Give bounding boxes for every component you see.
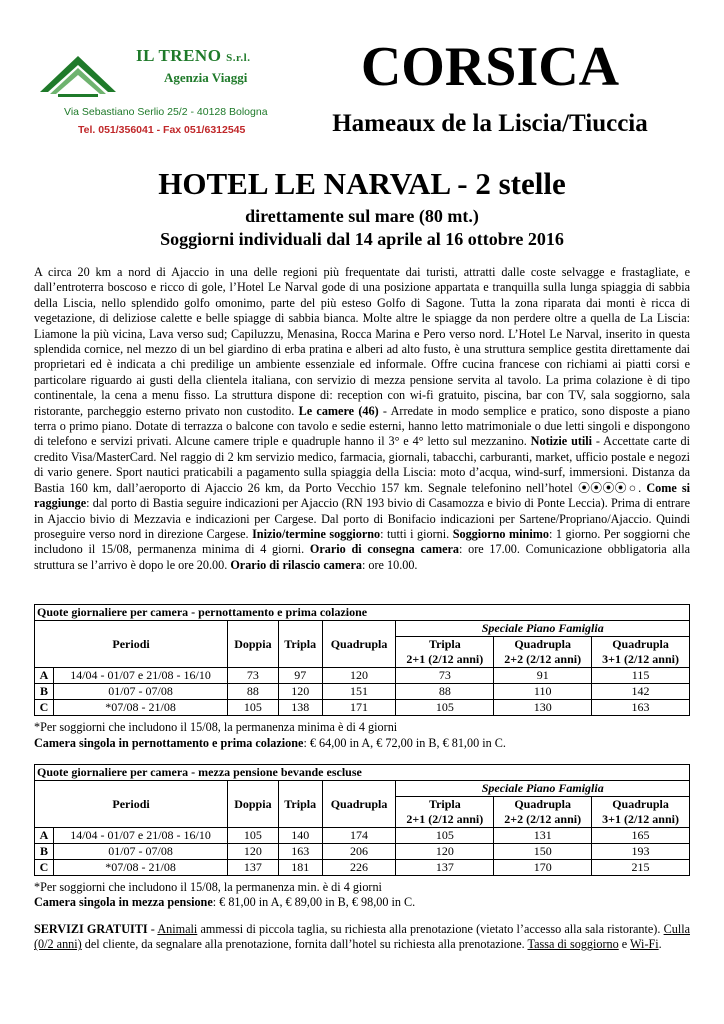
header-family-1: Tripla 2+1 (2/12 anni) xyxy=(396,797,494,828)
table-caption: Quote giornaliere per camera - mezza pensione bevande escluse xyxy=(35,765,690,781)
table1-note: *Per soggiorni che includono il 15/08, la permanenza minima è di 4 giorni xyxy=(34,720,398,734)
table-row: C *07/08 - 21/08 137 181 226 137 170 215 xyxy=(35,860,690,876)
minimo-label: Soggiorno minimo xyxy=(452,526,549,541)
header-doppia: Doppia xyxy=(228,781,279,828)
come-label: Come si raggiunge xyxy=(34,480,691,511)
header-speciale: Speciale Piano Famiglia xyxy=(396,621,690,637)
notizie-label: Notizie utili xyxy=(530,434,593,449)
header-periodi: Periodi xyxy=(35,781,228,828)
agency-address: Via Sebastiano Serlio 25/2 - 40128 Bologna xyxy=(64,106,268,118)
animali-link: Animali xyxy=(157,922,198,936)
header-doppia: Doppia xyxy=(228,621,279,668)
price-table-hb xyxy=(34,764,690,876)
description-intro: A circa 20 km a nord di Ajaccio in una delle regioni più frequentate dai turisti, attratti dalle coste selvagge e frastagliate, e dall’entroterra boscoso e ricco di gole, l’Hotel Le Narval gode di una posizione appartata e tranquilla sulla lunga spiaggia di sabbia della Liscia, nello splendido golfo omonimo, parte del più esteso Golfo di Sagone. Tutta la zona riparata dai monti è ricca di vegetazione, di deliziose calette e belle spiagge di sabbia bianca. Molte altre le spiagge da non perdere oltre a quella de La Liscia: Liamone la più vicina, Lava verso sud; Capiluzzu, Menasina, Rocca Marina e Pero verso nord. L’Hotel Le Narval, inserito in questa splendida cornice, nel mezzo di un bel giardino di erba pratina e alberi ad alto fusto, è una struttura semplice gestita direttamente dai proprietari ed è indicata a chi predilige un ambiente essenziale ed informale. Offre cucina francese con richiami ai piatti corsi e particolare riguardo ai gusti della clientela italiana, con servizio di mezza pensione servita al tavolo. La prima colazione è di tipo continentale, la cena a menu fisso. La struttura dispone di: reception con wi-fi gratuito, piscina, bar con TV, sala soggiorno, sala ristorante, parcheggio esterno privato non custodito. xyxy=(34,265,690,418)
camere-label: Le camere (46) xyxy=(298,403,379,418)
inizio-text: : tutti i giorni. xyxy=(380,526,450,541)
minimo-text: : 1 giorno. Per soggiorni che includono il 15/08, permanenza minima di 4 giorni. xyxy=(34,526,690,557)
header-quadrupla: Quadrupla xyxy=(322,781,396,828)
page-title: CORSICA xyxy=(360,36,620,98)
header-family-2: Quadrupla 2+2 (2/12 anni) xyxy=(494,797,592,828)
camere-text: - Arredate in modo semplice e pratico, sono disposte a piano terra o primo piano. Dotate di terrazza o balcone con tavolo e sedie esterni, hanno letto matrimoniale o due letti singoli e dispongono di telefono e servizi privati. Alcune camere triple e quadruple hanno il 3° e 4° letto sul mezzanino. xyxy=(34,403,690,449)
table-row: A 14/04 - 01/07 e 21/08 - 16/10 105 140 174 105 131 165 xyxy=(35,828,690,844)
page-subtitle: Hameaux de la Liscia/Tiuccia xyxy=(332,110,648,137)
header-tripla: Tripla xyxy=(278,781,322,828)
header-family-2: Quadrupla 2+2 (2/12 anni) xyxy=(494,637,592,668)
price-table-bb xyxy=(34,604,690,716)
inizio-label: Inizio/termine soggiorno xyxy=(252,526,381,541)
header-tripla: Tripla xyxy=(278,621,322,668)
table2-singola: Camera singola in mezza pensione: € 81,00 in A, € 89,00 in B, € 98,00 in C. xyxy=(34,895,416,909)
consegna-label: Orario di consegna camera xyxy=(309,542,460,557)
hotel-period: Soggiorni individuali dal 14 aprile al 16 ottobre 2016 xyxy=(160,229,564,249)
notizie-text: - Accettate carte di credito Visa/MasterCard. Nel raggio di 2 km servizio medico, farmacia, giornali, tabacchi, carburanti, market, ufficio postale e negozi di vario genere. Sport nautici praticabili a pagamento sulla spiaggia della Liscia: moto d’acqua, wind-surf, immersioni. Distanza da Bastia 160 km, dall’aeroporto di Ajaccio 26 km, da Porto Vecchio 157 km. Segnale telefonino nell’hotel ⦿⦿⦿⦿○. xyxy=(34,434,691,495)
table-row: B 01/07 - 07/08 88 120 151 88 110 142 xyxy=(35,684,690,700)
header-periodi: Periodi xyxy=(35,621,228,668)
consegna-text: : ore 17.00. Comunicazione obbligatoria alla struttura se l’arrivo è dopo le ore 20.00. xyxy=(34,542,690,572)
agency-name: IL TRENO S.r.l. xyxy=(136,46,251,65)
hotel-description xyxy=(34,265,690,573)
tassa-link: Tassa di soggiorno xyxy=(527,937,619,952)
wifi-link: Wi-Fi xyxy=(630,937,659,952)
header-family-3: Quadrupla 3+1 (2/12 anni) xyxy=(592,637,690,668)
header-speciale: Speciale Piano Famiglia xyxy=(396,781,690,797)
table2-note: *Per soggiorni che includono il 15/08, la permanenza min. è di 4 giorni xyxy=(34,880,382,894)
servizi-gratuiti: SERVIZI GRATUITI - Animali ammessi di piccola taglia, su richiesta alla prenotazione (vietato l’accesso alla sala ristorante). Culla (0/2 anni) del cliente, da segnalare alla prenotazione, fornita dall’hotel su richiesta alla prenotazione. Tassa di soggiorno e Wi-Fi. xyxy=(34,922,690,952)
agency-subtitle: Agenzia Viaggi xyxy=(164,70,248,85)
come-text: : dal porto di Bastia seguire indicazioni per Ajaccio (RN 193 bivio di Casamozza e bivio di Ponte Leccia). Prima di entrare in Ajaccio bivio di Mezzavia e indicazioni per Cargese. Dal porto di Bonifacio indicazioni per Sartene/Propriano/Ajaccio. Quindi proseguire verso nord in direzione Cargese. xyxy=(34,496,690,541)
table-row: A 14/04 - 01/07 e 21/08 - 16/10 73 97 120 73 91 115 xyxy=(35,668,690,684)
table-caption: Quote giornaliere per camera - pernottamento e prima colazione xyxy=(35,605,690,621)
hotel-location: direttamente sul mare (80 mt.) xyxy=(245,206,479,226)
hotel-title: HOTEL LE NARVAL - 2 stelle xyxy=(158,166,566,201)
header-family-3: Quadrupla 3+1 (2/12 anni) xyxy=(592,797,690,828)
agency-phone: Tel. 051/356041 - Fax 051/6312545 xyxy=(78,124,246,136)
table-row: B 01/07 - 07/08 120 163 206 120 150 193 xyxy=(35,844,690,860)
rilascio-text: : ore 10.00. xyxy=(361,557,418,572)
table1-singola: Camera singola in pernottamento e prima colazione: € 64,00 in A, € 72,00 in B, € 81,00 in C. xyxy=(34,736,506,750)
header-quadrupla: Quadrupla xyxy=(322,621,396,668)
servizi-label: SERVIZI GRATUITI xyxy=(34,922,148,936)
rilascio-label: Orario di rilascio camera xyxy=(230,557,362,572)
culla-link: Culla (0/2 anni) xyxy=(34,922,690,952)
table-row: C *07/08 - 21/08 105 138 171 105 130 163 xyxy=(35,700,690,716)
agency-logo xyxy=(36,40,276,148)
header-family-1: Tripla 2+1 (2/12 anni) xyxy=(396,637,494,668)
